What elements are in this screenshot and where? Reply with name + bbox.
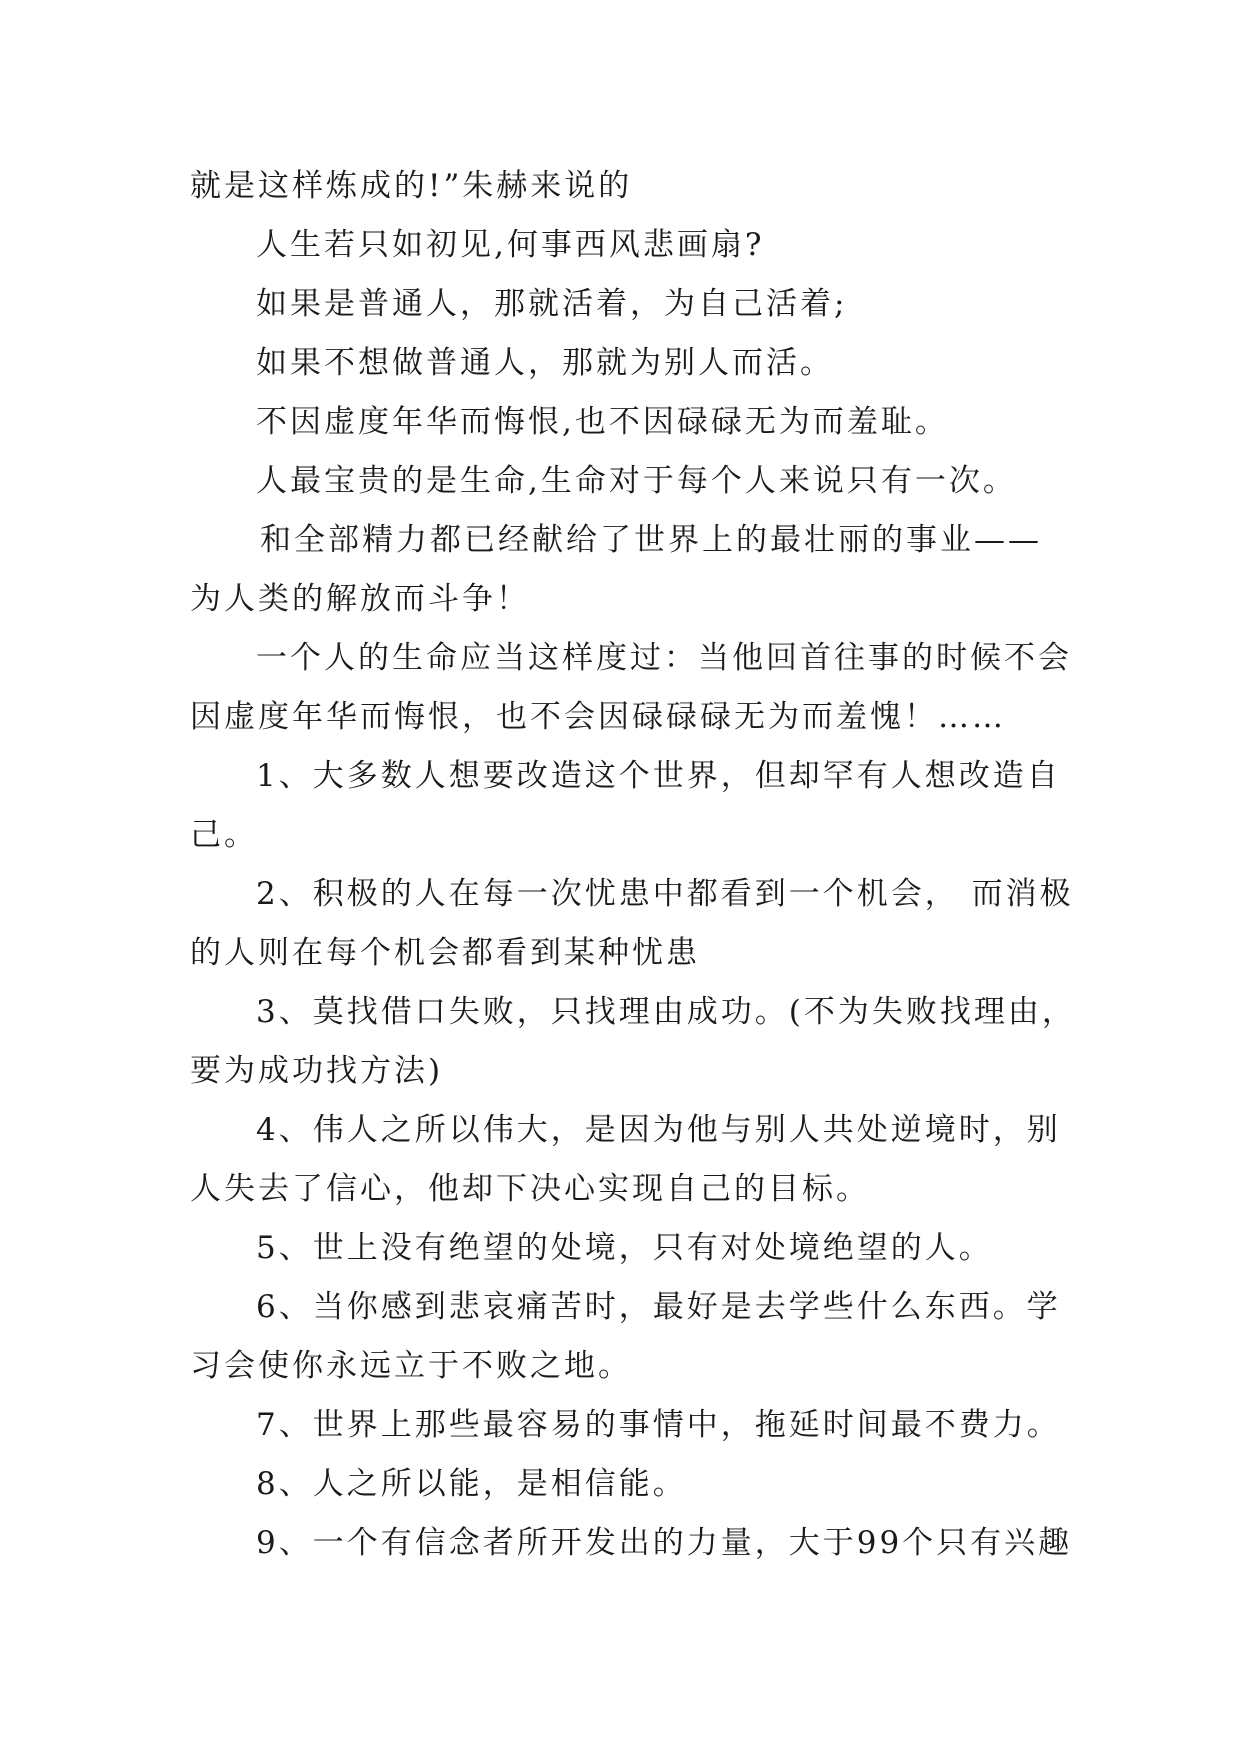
text-line: 和全部精力都已经献给了世界上的最壮丽的事业—— bbox=[260, 522, 1042, 558]
text-line: 人失去了信心，他却下决心实现自己的目标。 bbox=[190, 1171, 870, 1207]
text-line: 3、莫找借口失败，只找理由成功。(不为失败找理由， bbox=[256, 994, 1076, 1030]
text-line: 1、大多数人想要改造这个世界，但却罕有人想改造自 bbox=[256, 758, 1061, 794]
text-line: 一个人的生命应当这样度过：当他回首往事的时候不会 bbox=[256, 640, 1072, 676]
text-line: 人最宝贵的是生命,生命对于每个人来说只有一次。 bbox=[256, 463, 1017, 499]
text-line: 9、一个有信念者所开发出的力量，大于99个只有兴趣 bbox=[256, 1525, 1073, 1561]
text-line: 6、当你感到悲哀痛苦时，最好是去学些什么东西。学 bbox=[256, 1289, 1061, 1325]
text-line: 因虚度年华而悔恨，也不会因碌碌碌无为而羞愧！…… bbox=[190, 699, 1006, 735]
text-line: 7、世界上那些最容易的事情中，拖延时间最不费力。 bbox=[256, 1407, 1061, 1443]
text-line: 5、世上没有绝望的处境，只有对处境绝望的人。 bbox=[256, 1230, 993, 1266]
text-line: 2、积极的人在每一次忧患中都看到一个机会， 而消极 bbox=[256, 876, 1074, 912]
text-line: 4、伟人之所以伟大，是因为他与别人共处逆境时，别 bbox=[256, 1112, 1061, 1148]
text-line: 习会使你永远立于不败之地。 bbox=[190, 1348, 632, 1384]
text-line: 为人类的解放而斗争！ bbox=[190, 581, 530, 617]
text-line: 的人则在每个机会都看到某种忧患 bbox=[190, 935, 700, 971]
text-line: 如果是普通人，那就活着，为自己活着; bbox=[256, 286, 848, 322]
text-line: 己。 bbox=[190, 817, 258, 853]
text-line: 如果不想做普通人，那就为别人而活。 bbox=[256, 345, 834, 381]
text-line: 要为成功找方法) bbox=[190, 1053, 444, 1089]
text-line: 不因虚度年华而悔恨,也不因碌碌无为而羞耻。 bbox=[256, 404, 949, 440]
text-line: 8、人之所以能，是相信能。 bbox=[256, 1466, 687, 1502]
text-line: 就是这样炼成的!”朱赫来说的 bbox=[190, 168, 633, 204]
text-line: 人生若只如初见,何事西风悲画扇? bbox=[256, 227, 765, 263]
